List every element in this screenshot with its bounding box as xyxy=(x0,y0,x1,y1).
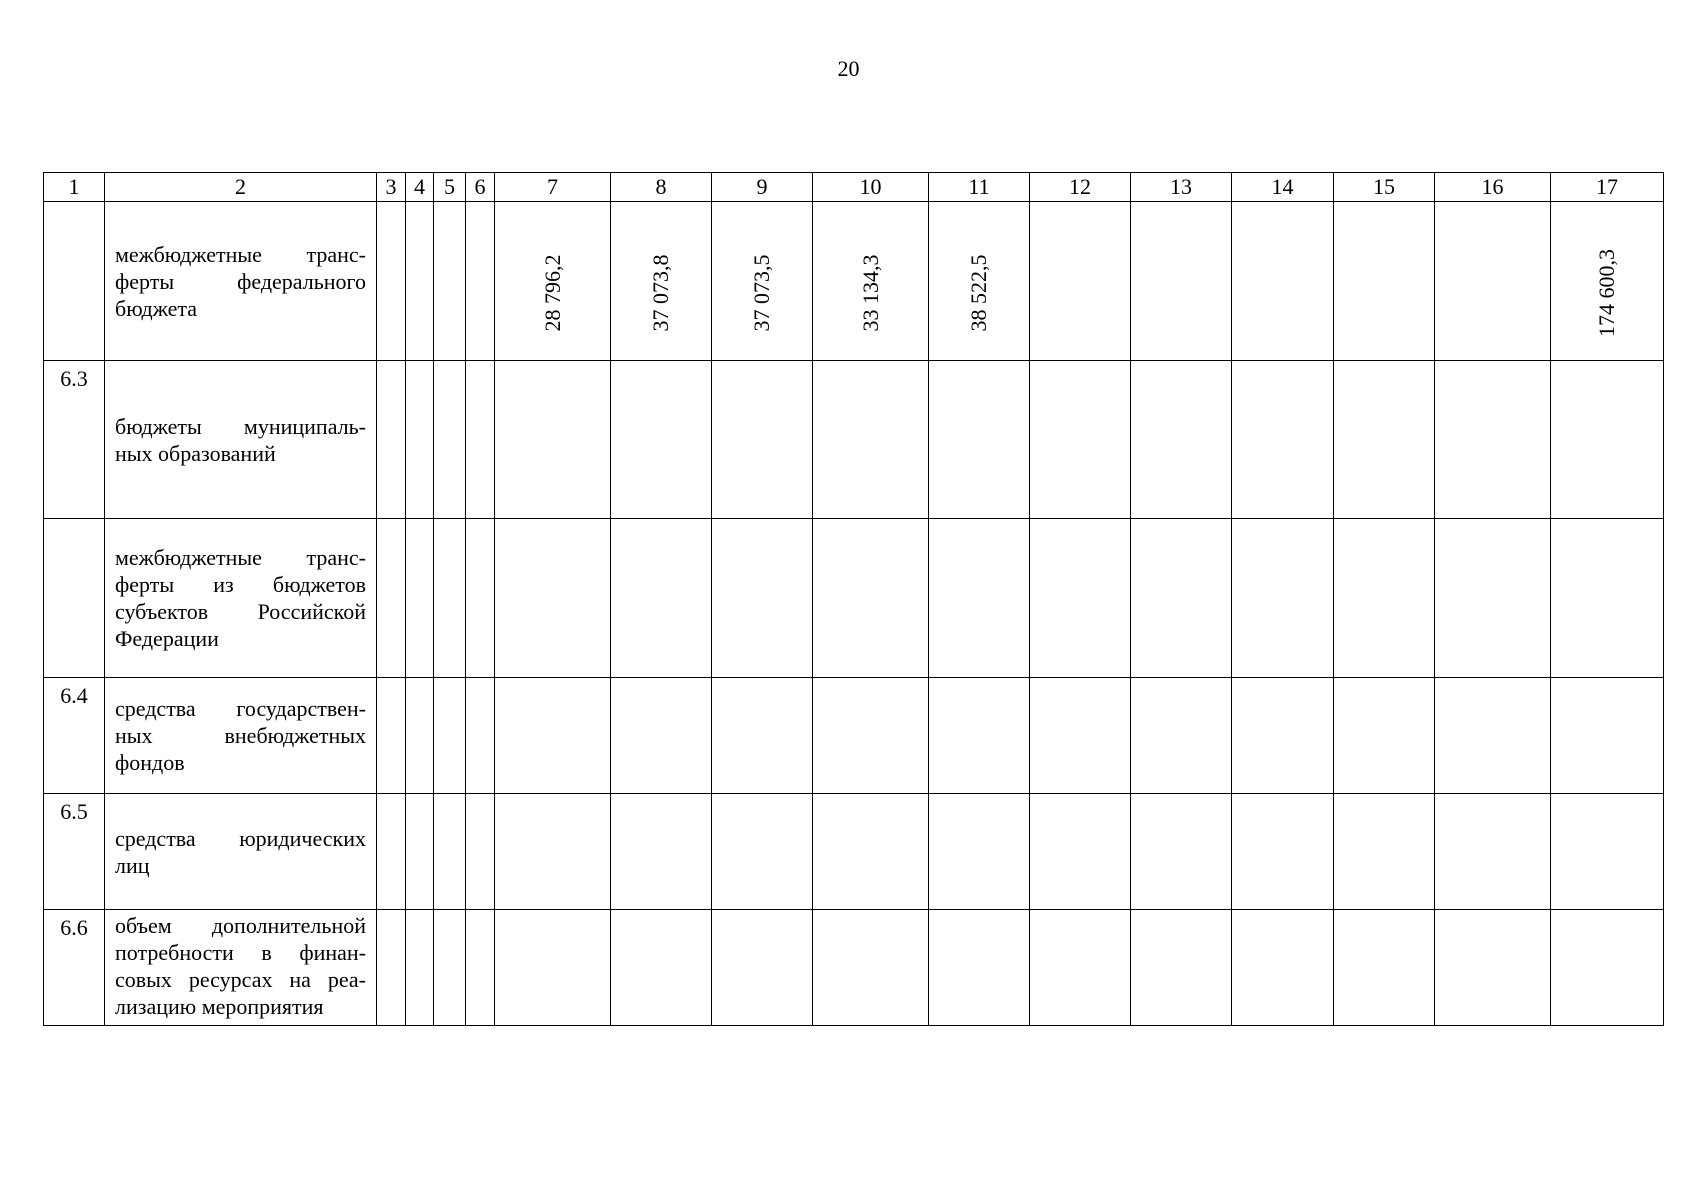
row-number xyxy=(44,519,105,678)
empty-cell xyxy=(813,361,929,519)
empty-cell xyxy=(406,519,434,678)
row-description: межбюджетные транс-ферты федерального бюджета xyxy=(105,202,377,361)
empty-cell xyxy=(1232,910,1334,1026)
empty-cell xyxy=(377,794,406,910)
empty-cell xyxy=(712,794,813,910)
empty-cell xyxy=(611,910,712,1026)
row-number: 6.3 xyxy=(44,361,105,519)
value-cell xyxy=(712,202,813,361)
value-cell xyxy=(495,202,611,361)
value-col7: 28 796,2 xyxy=(539,254,565,332)
value-cell xyxy=(611,202,712,361)
empty-cell xyxy=(929,519,1030,678)
header-cell: 1 xyxy=(44,173,105,202)
empty-cell xyxy=(377,519,406,678)
header-cell: 2 xyxy=(105,173,377,202)
table-row xyxy=(44,202,1664,361)
header-cell: 16 xyxy=(1435,173,1551,202)
empty-cell xyxy=(1232,361,1334,519)
empty-cell xyxy=(1551,361,1664,519)
empty-cell xyxy=(1232,519,1334,678)
header-cell: 13 xyxy=(1131,173,1232,202)
header-cell: 10 xyxy=(813,173,929,202)
header-cell: 5 xyxy=(434,173,466,202)
empty-cell xyxy=(1334,202,1435,361)
empty-cell xyxy=(434,794,466,910)
table-row xyxy=(44,519,1664,678)
empty-cell xyxy=(1131,678,1232,794)
empty-cell xyxy=(813,519,929,678)
empty-cell xyxy=(406,202,434,361)
empty-cell xyxy=(1334,794,1435,910)
header-cell: 8 xyxy=(611,173,712,202)
empty-cell xyxy=(466,202,495,361)
empty-cell xyxy=(1435,202,1551,361)
value-col9: 37 073,5 xyxy=(749,254,774,332)
row-description: межбюджетные транс-ферты из бюджетов субъектов Российской Федерации xyxy=(105,519,377,678)
header-cell: 3 xyxy=(377,173,406,202)
row-number xyxy=(44,202,105,361)
empty-cell xyxy=(1551,910,1664,1026)
empty-cell xyxy=(611,361,712,519)
empty-cell xyxy=(377,910,406,1026)
empty-cell xyxy=(495,519,611,678)
empty-cell xyxy=(1232,678,1334,794)
empty-cell xyxy=(929,361,1030,519)
empty-cell xyxy=(1435,910,1551,1026)
empty-cell xyxy=(434,361,466,519)
budget-table xyxy=(43,172,1664,1026)
empty-cell xyxy=(1030,361,1131,519)
empty-cell xyxy=(1131,910,1232,1026)
empty-cell xyxy=(406,678,434,794)
table-row xyxy=(44,794,1664,910)
empty-cell xyxy=(1334,910,1435,1026)
empty-cell xyxy=(1030,794,1131,910)
empty-cell xyxy=(377,202,406,361)
header-row xyxy=(44,173,1664,202)
empty-cell xyxy=(1030,202,1131,361)
table-row xyxy=(44,678,1664,794)
header-cell: 17 xyxy=(1551,173,1664,202)
row-number: 6.5 xyxy=(44,794,105,910)
empty-cell xyxy=(466,519,495,678)
empty-cell xyxy=(712,361,813,519)
empty-cell xyxy=(406,361,434,519)
empty-cell xyxy=(1131,519,1232,678)
empty-cell xyxy=(1435,794,1551,910)
empty-cell xyxy=(1131,794,1232,910)
empty-cell xyxy=(929,910,1030,1026)
row-number: 6.6 xyxy=(44,910,105,1026)
empty-cell xyxy=(1551,678,1664,794)
empty-cell xyxy=(712,910,813,1026)
empty-cell xyxy=(1131,202,1232,361)
empty-cell xyxy=(1435,678,1551,794)
empty-cell xyxy=(434,519,466,678)
value-cell xyxy=(813,202,929,361)
empty-cell xyxy=(466,361,495,519)
empty-cell xyxy=(1232,794,1334,910)
header-cell: 14 xyxy=(1232,173,1334,202)
empty-cell xyxy=(466,678,495,794)
page-number: 20 xyxy=(837,56,860,81)
value-col17: 174 600,3 xyxy=(1594,249,1619,337)
empty-cell xyxy=(611,794,712,910)
empty-cell xyxy=(1435,519,1551,678)
empty-cell xyxy=(1030,519,1131,678)
empty-cell xyxy=(1551,794,1664,910)
empty-cell xyxy=(1334,519,1435,678)
empty-cell xyxy=(377,678,406,794)
value-col11: 38 522,5 xyxy=(966,254,991,332)
empty-cell xyxy=(495,794,611,910)
row-number: 6.4 xyxy=(44,678,105,794)
empty-cell xyxy=(813,678,929,794)
empty-cell xyxy=(406,794,434,910)
empty-cell xyxy=(434,678,466,794)
row-description: бюджеты муниципаль-ных образований xyxy=(105,361,377,519)
header-cell: 15 xyxy=(1334,173,1435,202)
empty-cell xyxy=(1030,678,1131,794)
table-row xyxy=(44,361,1664,519)
header-cell: 6 xyxy=(466,173,495,202)
header-cell: 11 xyxy=(929,173,1030,202)
empty-cell xyxy=(495,678,611,794)
empty-cell xyxy=(712,519,813,678)
header-cell: 7 xyxy=(495,173,611,202)
empty-cell xyxy=(611,678,712,794)
empty-cell xyxy=(434,202,466,361)
empty-cell xyxy=(813,794,929,910)
empty-cell xyxy=(1334,361,1435,519)
empty-cell xyxy=(377,361,406,519)
empty-cell xyxy=(406,910,434,1026)
empty-cell xyxy=(813,910,929,1026)
empty-cell xyxy=(611,519,712,678)
row-description: средства юридических лиц xyxy=(105,794,377,910)
empty-cell xyxy=(1232,202,1334,361)
header-cell: 12 xyxy=(1030,173,1131,202)
row-description: средства государствен-ных внебюджетных фондов xyxy=(105,678,377,794)
empty-cell xyxy=(1435,361,1551,519)
table-row xyxy=(44,910,1664,1026)
empty-cell xyxy=(1334,678,1435,794)
empty-cell xyxy=(1030,910,1131,1026)
empty-cell xyxy=(434,910,466,1026)
value-cell xyxy=(1551,202,1664,361)
empty-cell xyxy=(929,794,1030,910)
empty-cell xyxy=(495,910,611,1026)
empty-cell xyxy=(466,910,495,1026)
header-cell: 4 xyxy=(406,173,434,202)
empty-cell xyxy=(1131,361,1232,519)
empty-cell xyxy=(929,678,1030,794)
value-cell xyxy=(929,202,1030,361)
empty-cell xyxy=(712,678,813,794)
row-description: объем дополнительной потребности в финан-совых ресурсах на реа-лизацию мероприятия xyxy=(105,910,377,1026)
value-col8: 37 073,8 xyxy=(648,254,673,332)
header-cell: 9 xyxy=(712,173,813,202)
empty-cell xyxy=(495,361,611,519)
empty-cell xyxy=(466,794,495,910)
empty-cell xyxy=(1551,519,1664,678)
value-col10: 33 134,3 xyxy=(857,254,883,332)
